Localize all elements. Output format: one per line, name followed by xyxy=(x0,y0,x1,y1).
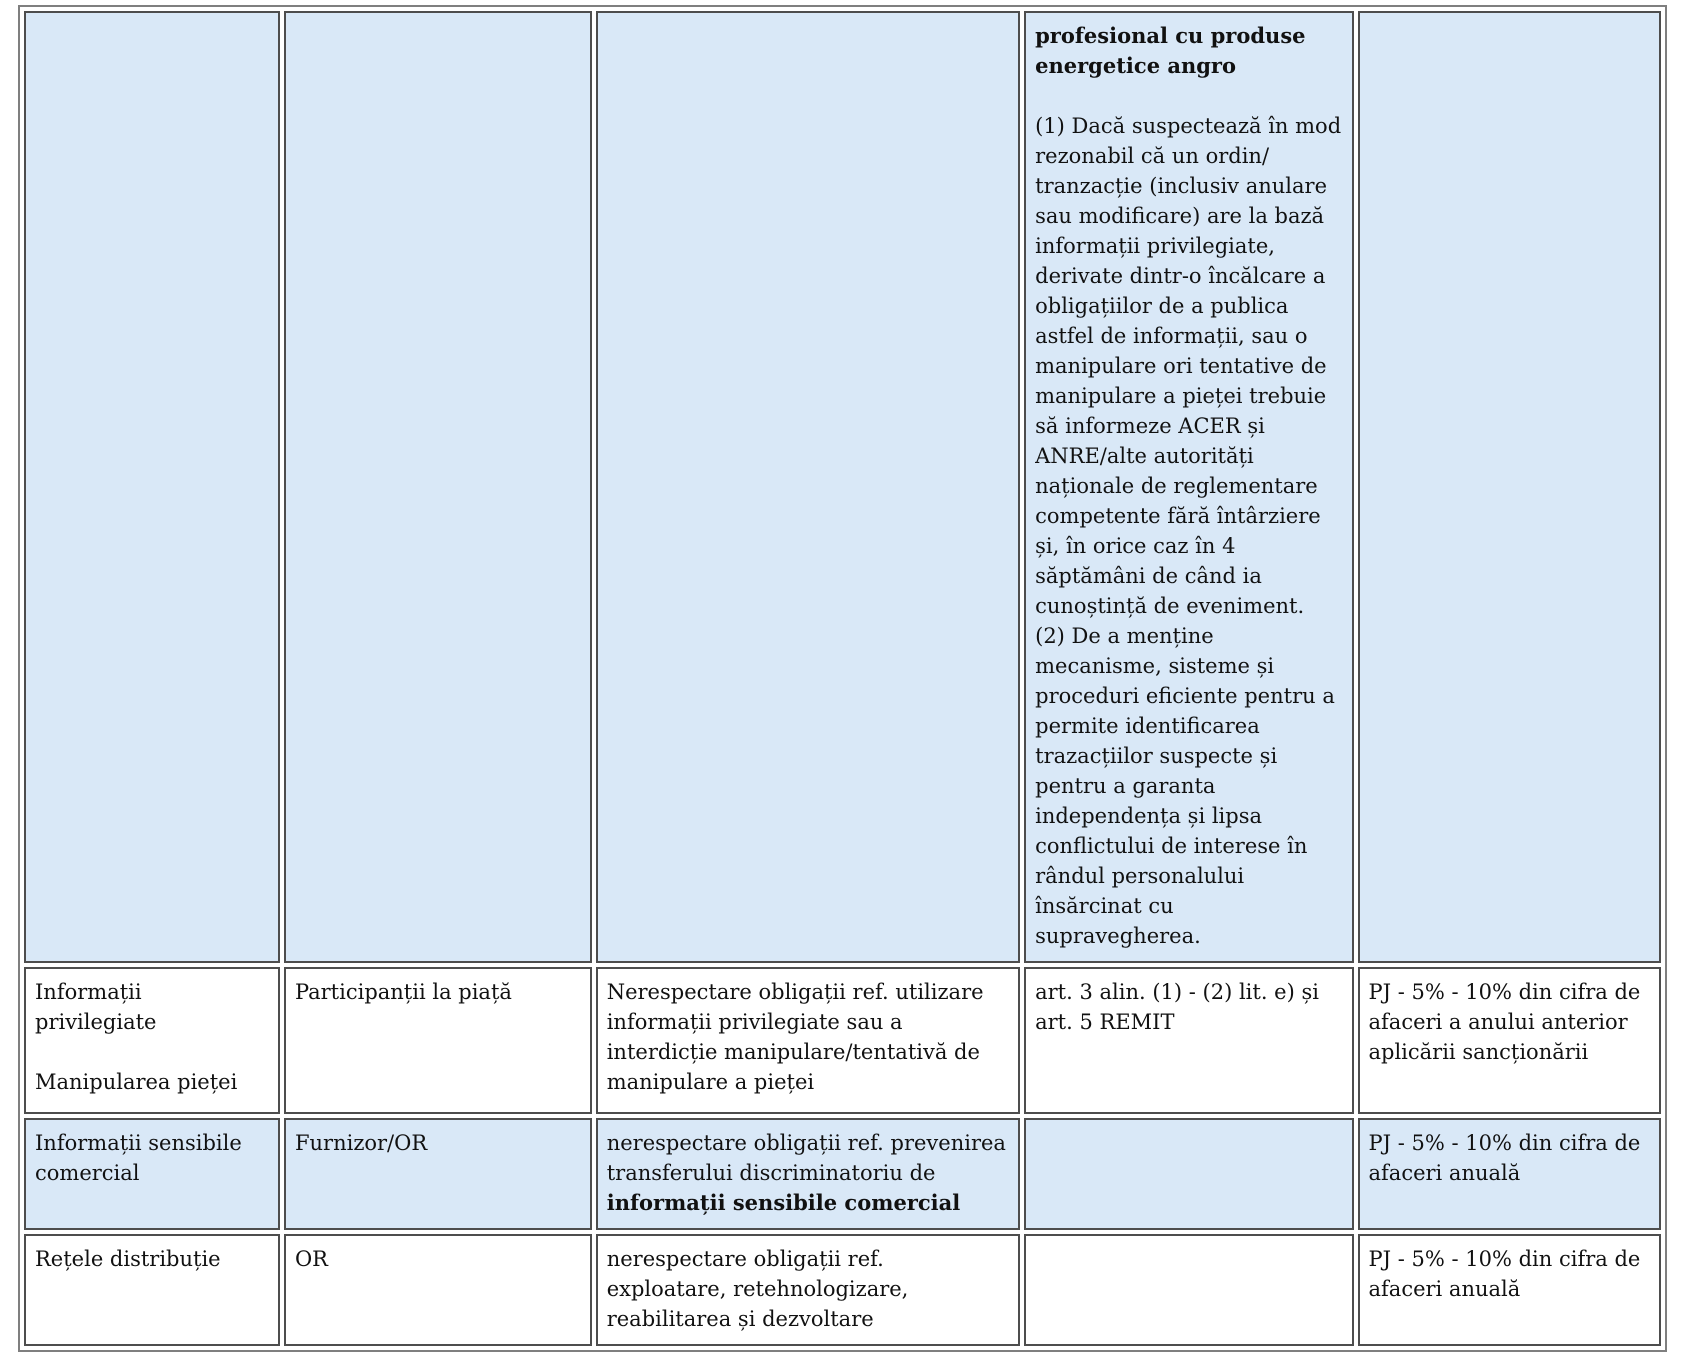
table-row xyxy=(24,11,1661,963)
cell-subject: Participanții la piață xyxy=(284,967,592,1114)
table-row xyxy=(24,967,1661,1114)
cell-violation xyxy=(596,11,1020,963)
cell-legal-basis xyxy=(1024,11,1353,963)
sanctions-table xyxy=(18,5,1667,1352)
cell-legal-basis: art. 3 alin. (1) - (2) lit. e) și art. 5 REMIT xyxy=(1024,967,1353,1114)
cell-sanction xyxy=(1358,11,1662,963)
violation-bold-text: informații sensibile comercial xyxy=(606,1190,961,1215)
cell-violation: nerespectare obligații ref. exploatare, retehnologizare, reabilitarea și dezvoltare xyxy=(596,1234,1020,1346)
cell-legal-basis xyxy=(1024,1118,1353,1230)
paragraph-1: (1) Dacă suspectează în mod rezonabil că un ordin/ tranzacție (inclusiv anulare sau modificare) are la bază informații privilegiate, derivate dintr-o încălcare a obligațiilor de a publica astfel de informații, sau o manipulare ori tentative de manipulare a pieței trebuie să informeze ACER și ANRE/alte autorități naționale de reglementare competente fără întârziere și, în orice caz în 4 săptămâni de când ia cunoștință de eveniment. xyxy=(1035,114,1342,618)
cell-violation: Nerespectare obligații ref. utilizare informații privilegiate sau a interdicție manipulare/tentativă de manipulare a pieței xyxy=(596,967,1020,1114)
cell-sanction: PJ - 5% - 10% din cifra de afaceri anuală xyxy=(1358,1118,1662,1230)
cell-violation xyxy=(596,1118,1020,1230)
cell-subject: OR xyxy=(284,1234,592,1346)
cell-legal-basis xyxy=(1024,1234,1353,1346)
table-row xyxy=(24,1118,1661,1230)
paragraph-spacer xyxy=(1035,81,1342,111)
category-line-2: Manipularea pieței xyxy=(35,1070,238,1094)
violation-text: nerespectare obligații ref. prevenirea transferului discriminatoriu de xyxy=(606,1131,1006,1185)
cell-sanction: PJ - 5% - 10% din cifra de afaceri anuală xyxy=(1358,1234,1662,1346)
cell-sanction: PJ - 5% - 10% din cifra de afaceri a anului anterior aplicării sancționării xyxy=(1358,967,1662,1114)
paragraph-spacer xyxy=(35,1037,269,1067)
cell-category: Informații sensibile comercial xyxy=(24,1118,280,1230)
table-row xyxy=(24,1234,1661,1346)
paragraph-2: (2) De a menține mecanisme, sisteme și proceduri eficiente pentru a permite identificarea trazacțiilor suspecte și pentru a garanta independența și lipsa conflictului de interese în rândul personalului însărcinat cu supravegherea. xyxy=(1035,624,1335,948)
cell-subject xyxy=(284,11,592,963)
cell-category: Rețele distribuție xyxy=(24,1234,280,1346)
category-line-1: Informații privilegiate xyxy=(35,980,157,1034)
cell-category xyxy=(24,11,280,963)
cell-heading-text: profesional cu produse energetice angro xyxy=(1035,23,1306,78)
cell-subject: Furnizor/OR xyxy=(284,1118,592,1230)
cell-category xyxy=(24,967,280,1114)
